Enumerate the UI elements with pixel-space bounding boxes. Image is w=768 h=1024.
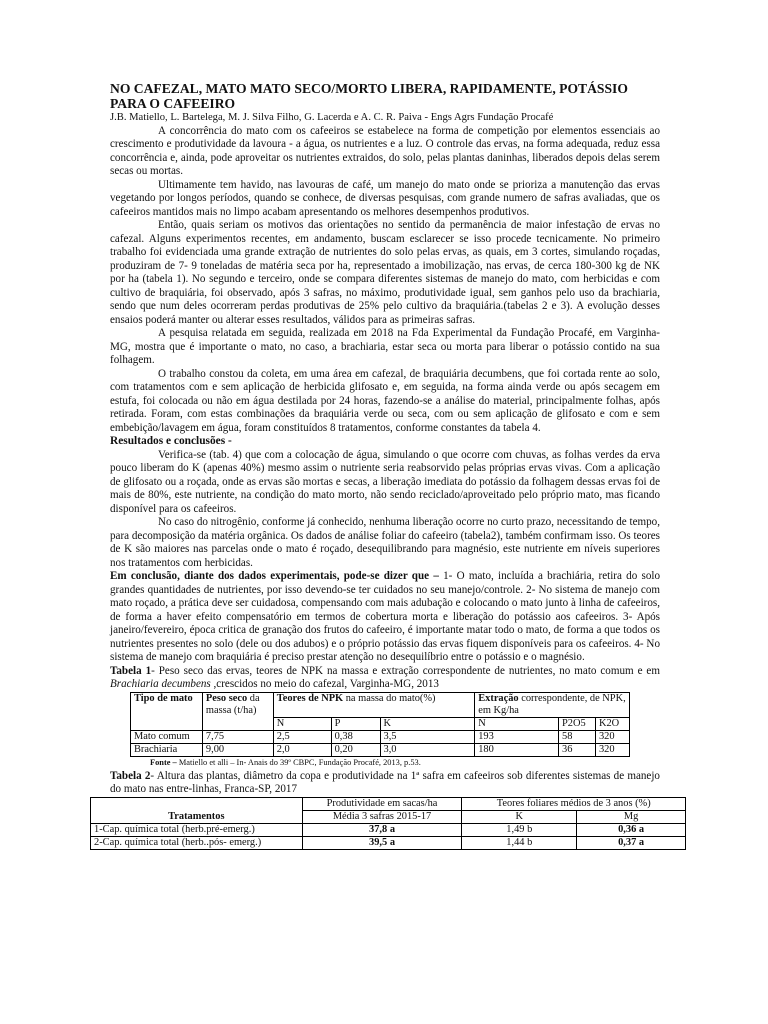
table1-source	[150, 757, 660, 769]
table1-cell: 320	[595, 730, 629, 743]
table2-caption	[110, 770, 660, 797]
table1-cell: 193	[475, 730, 559, 743]
table-row	[91, 823, 686, 836]
table1-subheader-cell: P	[331, 717, 380, 730]
table2-header-row	[91, 797, 686, 810]
table1-cell: 2,5	[273, 730, 331, 743]
table2-caption-text: - Altura das plantas, diâmetro da copa e produtividade na 1ª safra em cafeeiros sob diferentes sistemas de manejo do mato nas entre-linhas, Franca-SP, 2017	[110, 769, 660, 795]
table1-cell: 180	[475, 743, 559, 756]
table1-caption-text-end: ,crescidos no meio do cafezal, Varginha-MG, 2013	[210, 678, 439, 690]
table1-header-strong: Peso seco	[205, 692, 248, 704]
paper-title: NO CAFEZAL, MATO MATO SECO/MORTO LIBERA, RAPIDAMENTE, POTÁSSIO PARA O CAFEEIRO	[110, 81, 628, 111]
table1	[130, 692, 630, 757]
table1-header-strong: Teores de NPK	[276, 692, 344, 704]
table2-cell: 2-Cap. química total (herb..pós- emerg.)	[91, 836, 303, 849]
table-row	[91, 836, 686, 849]
conclusion-lead: Em conclusão, diante dos dados experimentais, pode-se dizer que –	[110, 570, 439, 582]
table1-subheader-cell: P2O5	[559, 717, 596, 730]
table1-subheader-cell: K2O	[595, 717, 629, 730]
table1-cell: 36	[559, 743, 596, 756]
table1-cell: 9,00	[202, 743, 273, 756]
table2-header-cell: Teores foliares médios de 3 anos (%)	[462, 797, 686, 810]
table2-subheader-cell: Mg	[577, 810, 686, 823]
table2	[90, 797, 686, 850]
conclusion-text: 1- O mato, incluída a brachiária, retira do solo grandes quantidades de nutrientes, por isso devendo-se ter cuidados no seu manejo/controle. 2- No sistema de manejo com mato roçado, a prática deve ser cuidadosa, compensando com mais adubação e colocando o mato junto à linha de cafeeiros, de forma a haver efeito compensatório em termos de cobertura morta e liberação do potássio aos cafeeiros. 3- Após janeiro/fevereiro, época critica de granação dos frutos do cafeeiro, é importante matar todo o mato, de forma a que todos os nutrientes presentes no solo (dele ou dos adubos) e o próprio potássio das ervas fiquem disponíveis para os cafeeiros. 4- No sistema de manejo com braquiária é preciso prestar atenção no desequilíbrio entre o potássio e o magnésio.	[110, 570, 660, 663]
results-heading: Resultados e conclusões -	[110, 435, 232, 447]
table2-header-cell: Tratamentos	[91, 797, 303, 823]
table1-caption	[110, 665, 660, 692]
table2-cell: 0,37 a	[577, 836, 686, 849]
table1-subheader-cell: N	[475, 717, 559, 730]
document-page	[94, 81, 660, 850]
table1-cell: 3,5	[380, 730, 475, 743]
table1-cell: 0,20	[331, 743, 380, 756]
table1-subheader-cell: K	[380, 717, 475, 730]
table2-cell: 39,5 a	[302, 836, 462, 849]
results-paragraph: Verifica-se (tab. 4) que com a colocação de água, simulando o que ocorre com chuvas, as folhas verdes da erva pouco liberam do K (apenas 40%) mesmo assim o nutriente seria reabsorvido pelas próprias ervas vivas. Com a aplicação de glifosato ou a roçada, onde as ervas são mortas e secas, a liberação imediata do potássio da folhagem dessas ervas foi de mais de 80%, este nutriente, na condição do mato morto, não sendo reciclado/aproveitado pelo próprio mato, mas ficando disponível para os cafeeiros.	[110, 448, 660, 515]
table2-cell: 37,8 a	[302, 823, 462, 836]
table1-cell: 3,0	[380, 743, 475, 756]
intro-paragraph: A pesquisa relatada em seguida, realizada em 2018 na Fda Experimental da Fundação Procafé, em Varginha-MG, mostra que é importante o mato, no caso, a brachiaria, estar seca ou morta para liberar o potássio contido na sua folhagem.	[110, 327, 660, 366]
table2-subheader-cell: Média 3 safras 2015-17	[302, 810, 462, 823]
table1-source-text: Matiello et alli – In- Anais do 39º CBPC, Fundação Procafé, 2013, p.53.	[176, 757, 421, 767]
table1-source-label: Fonte –	[150, 757, 177, 767]
table1-header-cell	[202, 692, 273, 730]
table1-cell: 320	[595, 743, 629, 756]
table1-header-cell: Tipo de mato	[131, 692, 203, 730]
table-row	[131, 730, 630, 743]
intro-paragraph: A concorrência do mato com os cafeeiros se estabelece na forma de competição por elementos essenciais ao crescimento e produtividade da lavoura - a água, os nutrientes e a luz. O controle das ervas, na forma adequada, reduz essa concorrência e, ainda, pode aproveitar os nutrientes extraidos, do solo, pelas plantas daninhas, liberados depois delas serem secas ou mortas.	[110, 124, 660, 177]
authors-line: J.B. Matiello, L. Bartelega, M. J. Silva Filho, G. Lacerda e A. C. R. Paiva - Engs Agrs Fundação Procafé	[110, 112, 554, 123]
table1-label: Tabela 1	[110, 664, 152, 677]
table-row	[131, 743, 630, 756]
results-paragraph: No caso do nitrogênio, conforme já conhecido, nenhuma liberação ocorre no curto prazo, necessitando de tempo, para decomposição da matéria orgânica. Os dados de análise foliar do cafeeiro (tabela2), também confirmam isso. Os teores de K são maiores nas parcelas onde o mato é roçado, desequilibrando para magnésio, este nutriente em níveis superiores nos tratamentos com herbicidas.	[110, 516, 660, 569]
table2-label: Tabela 2	[110, 769, 151, 782]
table2-cell: 1-Cap. química total (herb.pré-emerg.)	[91, 823, 303, 836]
table1-header-rest: da massa (t/ha)	[205, 692, 260, 716]
table2-cell: 1,49 b	[462, 823, 577, 836]
table1-header-cell	[475, 692, 630, 717]
intro-paragraph: Ultimamente tem havido, nas lavouras de café, um manejo do mato onde se prioriza a manutenção das ervas vegetando por longos períodos, quando se conhece, de diversas pesquisas, com grande numero de safras avaliadas, que os cafeeiros mantidos mais no limpo acabam apresentando os melhores desempenhos produtivos.	[110, 178, 660, 218]
table1-cell: 2,0	[273, 743, 331, 756]
table1-cell: 58	[559, 730, 596, 743]
table1-cell: Mato comum	[131, 730, 203, 743]
table1-caption-species: Brachiaria decumbens	[110, 678, 211, 690]
intro-paragraph: Então, quais seriam os motivos das orientações no sentido da permanência de maior infestação de ervas no cafezal. Alguns experimentos recentes, em andamento, buscam esclarecer se isso procede tecnicamente. No primeiro trabalho foi evidenciada uma grande extração de nutrientes do solo pelas ervas, as quais, em 3 cortes, simulando roçadas, produziram de 7- 9 toneladas de matéria seca por ha, representado a imobilização, nas ervas, de cerca 180-300 kg de NK por ha (tabela 1). No segundo e terceiro, onde se compara diferentes sistemas de manejo do mato, com herbicidas e com cultivo de braquiária, foi observado, após 3 safras, no máximo, produtividade igual, sem ganhos pelo uso da brachiaria, sendo que num deles ocorreram perdas produtivas de 25% pelo cultivo da braquiária.(tabelas 2 e 3). A evolução desses ensaios poderá manter ou alterar esses resultados, válidos para as primeiras safras.	[110, 219, 660, 326]
table1-cell: 7,75	[202, 730, 273, 743]
table1-cell: 0,38	[331, 730, 380, 743]
table1-header-rest: correspondente, de NPK, em Kg/ha	[478, 692, 626, 716]
table1-header-cell	[273, 692, 474, 717]
table2-cell: 1,44 b	[462, 836, 577, 849]
table1-header-rest: na massa do mato(%)	[343, 692, 436, 704]
table2-cell: 0,36 a	[577, 823, 686, 836]
table1-subheader-cell: N	[273, 717, 331, 730]
table1-header-strong: Extração	[478, 692, 519, 704]
table1-caption-text: - Peso seco das ervas, teores de NPK na massa e extração correspondente de nutrientes, no mato comum e em	[151, 664, 660, 677]
table1-cell: Brachiaria	[131, 743, 203, 756]
table1-header-row	[131, 692, 630, 717]
table2-subheader-cell: K	[462, 810, 577, 823]
table2-header-cell: Produtividade em sacas/ha	[302, 797, 462, 810]
intro-paragraph: O trabalho constou da coleta, em uma área em cafezal, de braquiária decumbens, que foi cortada rente ao solo, com tratamentos com e sem aplicação de herbicida glifosato e, em seguida, na forma ainda verde ou após secagem em estufa, foi colocada ou não em água destilada por 24 horas, fazendo-se a análise do material, principalmente folhas, após retirada. Foram, com estas combinações da braquiária verde ou seca, com ou sem aplicação de glifosato e com e sem embebição/lavagem em água, foram constituídos 8 tratamentos, conforme constantes da tabela 4.	[110, 367, 660, 434]
conclusion-paragraph	[110, 570, 660, 665]
